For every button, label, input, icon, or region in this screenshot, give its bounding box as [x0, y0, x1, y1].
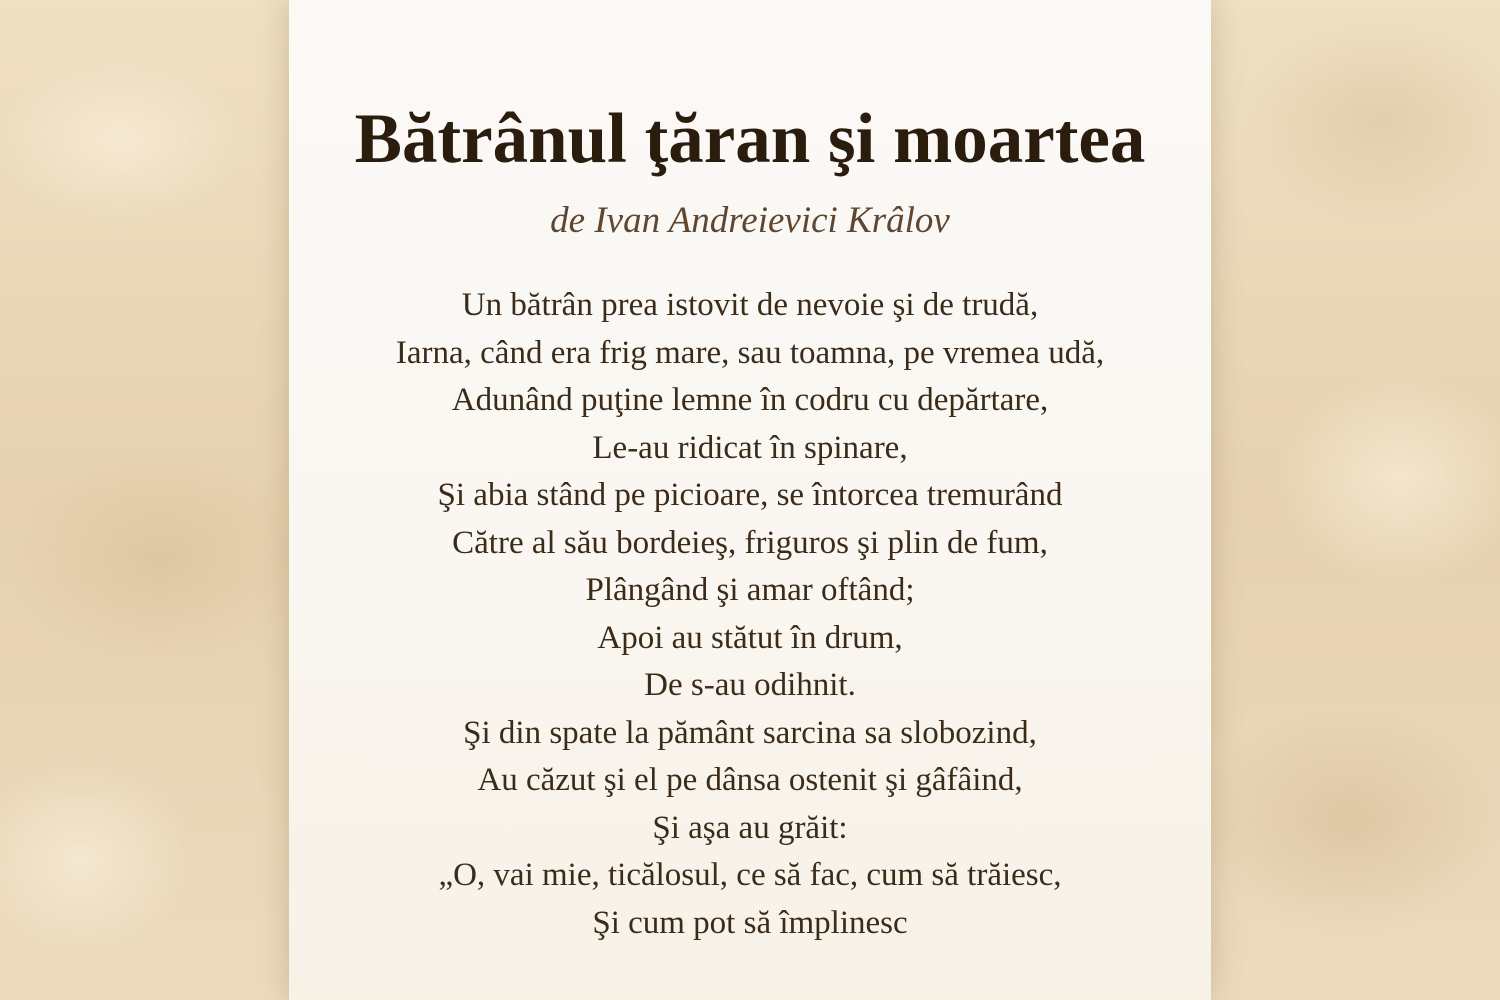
- poem-line: Şi cum pot să împlinesc: [592, 904, 908, 941]
- poem-title: Bătrânul ţăran şi moartea: [354, 100, 1146, 178]
- poem-line: Le-au ridicat în spinare,: [592, 429, 908, 466]
- poem-line: Au căzut şi el pe dânsa ostenit şi gâfâind,: [477, 762, 1023, 798]
- poem-author: de Ivan Andreievici Krâlov: [550, 200, 950, 241]
- poem-line: Şi abia stând pe picioare, se întorcea tremurând: [437, 477, 1063, 513]
- poem-line: „O, vai mie, ticălosul, ce să fac, cum să trăiesc,: [438, 857, 1062, 893]
- poem-line: Către al său bordeieş, friguros şi plin de fum,: [452, 524, 1048, 561]
- poem-line: Plângând şi amar oftând;: [585, 572, 915, 608]
- poem-line: Şi aşa au grăit:: [652, 809, 848, 846]
- poem-line: Un bătrân prea istovit de nevoie şi de trudă,: [461, 287, 1039, 323]
- poem-line: Apoi au stătut în drum,: [597, 619, 903, 656]
- poem-line: Adunând puţine lemne în codru cu depărtare,: [451, 382, 1049, 418]
- poem-line: Iarna, când era frig mare, sau toamna, pe vremea udă,: [395, 334, 1105, 371]
- poem-body: [289, 282, 1211, 947]
- poem-line: Şi din spate la pământ sarcina sa slobozind,: [463, 714, 1037, 751]
- poem-line: De s-au odihnit.: [644, 667, 856, 703]
- poem-page: [289, 0, 1211, 1000]
